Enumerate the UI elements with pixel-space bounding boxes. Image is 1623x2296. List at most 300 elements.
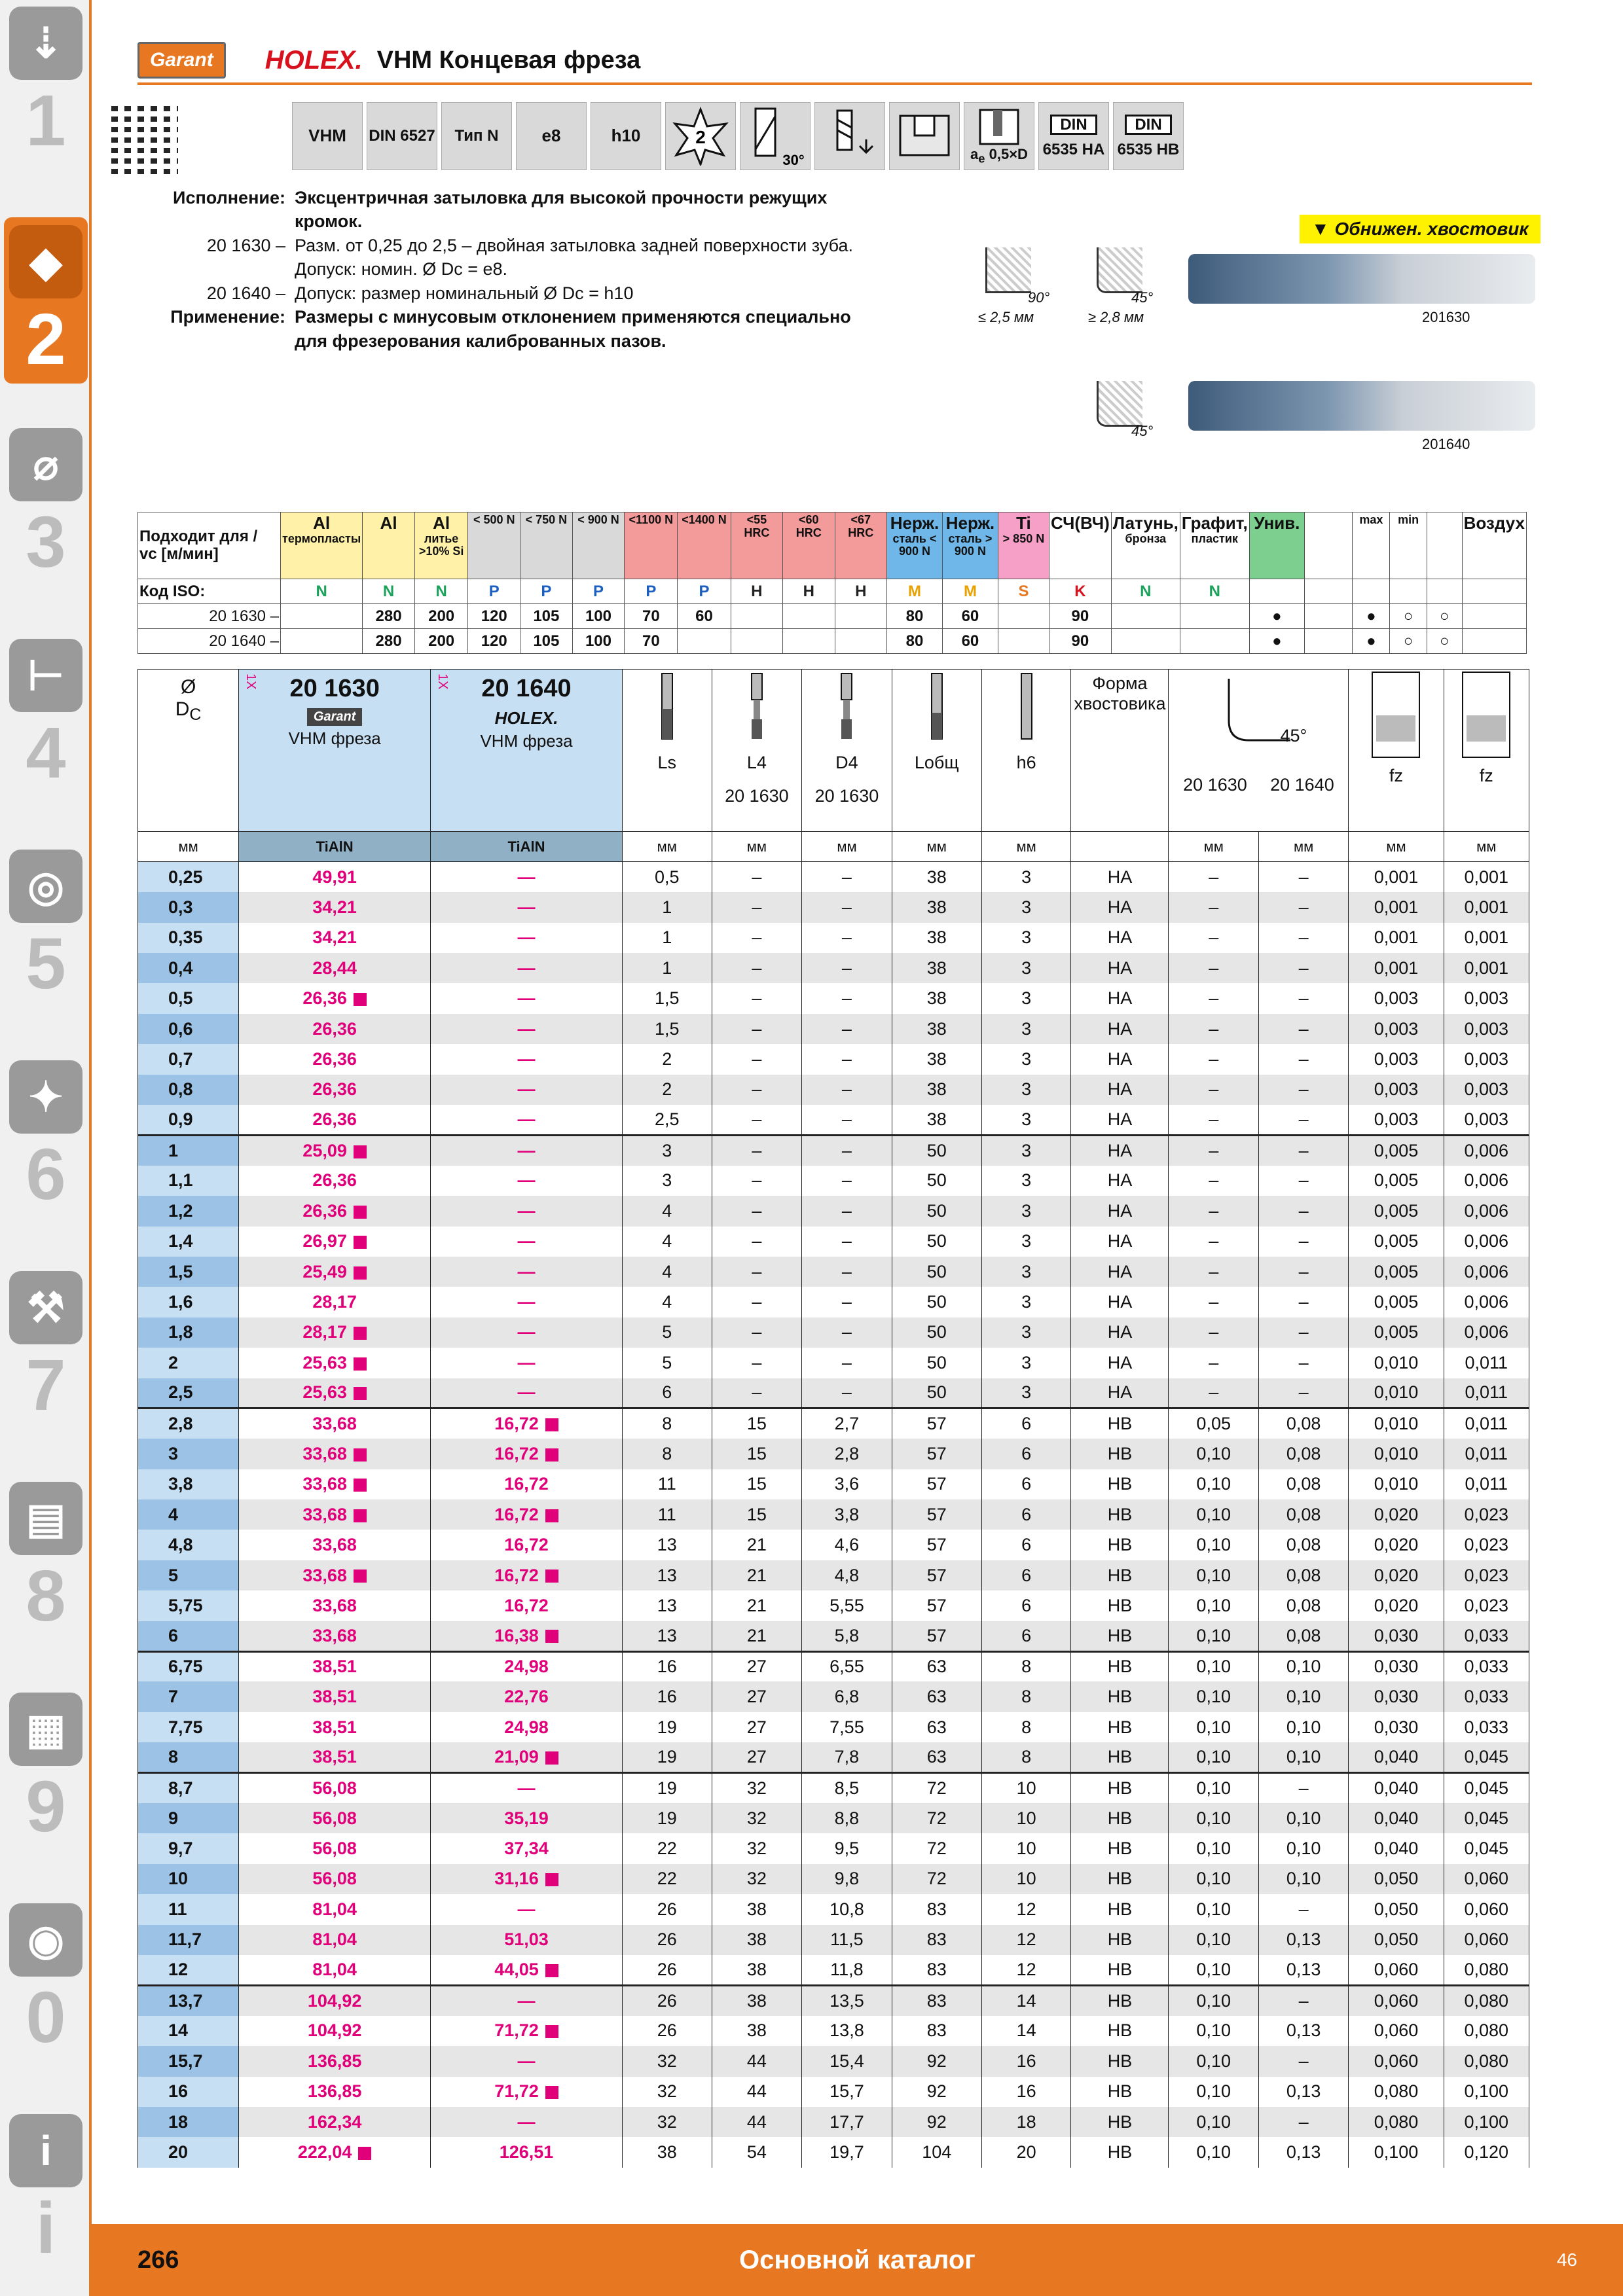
price-201640-cell[interactable]: — bbox=[431, 953, 623, 983]
stock-square-icon bbox=[545, 1448, 558, 1462]
price-201630-cell[interactable]: 56,08 bbox=[239, 1803, 431, 1833]
total-length-cell: 38 bbox=[892, 1105, 981, 1135]
iso-code bbox=[1427, 579, 1462, 604]
price-201630-cell[interactable]: 49,91 bbox=[239, 862, 431, 892]
price-201640-cell[interactable]: — bbox=[431, 983, 623, 1013]
price-201640-cell[interactable]: 16,72 bbox=[431, 1590, 623, 1621]
total-length-cell: 50 bbox=[892, 1196, 981, 1226]
cutting-speed-cell bbox=[731, 629, 782, 654]
price-201640-cell[interactable]: — bbox=[431, 1166, 623, 1196]
ls-cell: 8 bbox=[622, 1408, 712, 1439]
cutting-speed-cell: ○ bbox=[1390, 629, 1427, 654]
chapter-tab-8[interactable] bbox=[4, 1482, 88, 1636]
l4-cell: – bbox=[712, 1166, 802, 1196]
price-201640-cell[interactable]: 16,38 bbox=[431, 1621, 623, 1651]
price-201640-cell[interactable]: — bbox=[431, 1135, 623, 1165]
total-length-cell: 57 bbox=[892, 1408, 981, 1439]
table-row bbox=[138, 1318, 1529, 1348]
chamfer-201640-cell: 0,10 bbox=[1258, 1712, 1348, 1742]
price-201630-cell[interactable]: 56,08 bbox=[239, 1773, 431, 1803]
d4-cell: 9,8 bbox=[802, 1864, 892, 1894]
cutting-speed-cell: 105 bbox=[520, 629, 573, 654]
price-201630-cell[interactable]: 33,68 bbox=[239, 1530, 431, 1560]
shank-diameter-cell: 3 bbox=[981, 1257, 1071, 1287]
fz2-cell: 0,033 bbox=[1444, 1651, 1529, 1681]
fz2-cell: 0,045 bbox=[1444, 1773, 1529, 1803]
stock-square-icon bbox=[354, 1327, 367, 1340]
price-201640-cell[interactable]: 126,51 bbox=[431, 2137, 623, 2167]
price-201640-cell[interactable]: 71,72 bbox=[431, 2016, 623, 2046]
price-201640-cell[interactable]: — bbox=[431, 1378, 623, 1408]
shank-form-header: Форма хвостовика bbox=[1071, 670, 1169, 832]
fz2-cell: 0,033 bbox=[1444, 1621, 1529, 1651]
fz2-cell: 0,100 bbox=[1444, 2077, 1529, 2107]
price-201640-cell[interactable]: — bbox=[431, 1257, 623, 1287]
l4-cell: 38 bbox=[712, 1955, 802, 1985]
total-length-cell: 57 bbox=[892, 1560, 981, 1590]
fz2-cell: 0,045 bbox=[1444, 1803, 1529, 1833]
l4-cell: 32 bbox=[712, 1773, 802, 1803]
table-row bbox=[138, 1742, 1529, 1772]
price-201640-cell[interactable]: 37,34 bbox=[431, 1833, 623, 1863]
total-length-cell: 38 bbox=[892, 892, 981, 922]
shank-form-cell: HB bbox=[1071, 1773, 1169, 1803]
table-row bbox=[138, 1925, 1529, 1955]
shank-diameter-cell: 6 bbox=[981, 1560, 1071, 1590]
price-201640-cell[interactable]: — bbox=[431, 1773, 623, 1803]
fz-cell: 0,050 bbox=[1349, 1925, 1444, 1955]
iso-code: N bbox=[281, 579, 363, 604]
fz2-cell: 0,006 bbox=[1444, 1196, 1529, 1226]
price-201640-cell[interactable]: 16,72 bbox=[431, 1439, 623, 1469]
chamfer-201630-cell: – bbox=[1169, 1014, 1258, 1044]
price-201630-cell[interactable]: 26,36 bbox=[239, 1196, 431, 1226]
iso-code: H bbox=[731, 579, 782, 604]
shank-diameter-cell: 6 bbox=[981, 1439, 1071, 1469]
price-201630-cell[interactable]: 25,63 bbox=[239, 1378, 431, 1408]
price-201640-cell[interactable]: 51,03 bbox=[431, 1925, 623, 1955]
fz-cell: 0,040 bbox=[1349, 1803, 1444, 1833]
price-201630-cell[interactable]: 26,97 bbox=[239, 1227, 431, 1257]
chamfer-201640-cell: 0,13 bbox=[1258, 2137, 1348, 2167]
price-201630-cell[interactable]: 28,17 bbox=[239, 1318, 431, 1348]
price-201630-cell[interactable]: 34,21 bbox=[239, 923, 431, 953]
stock-square-icon bbox=[545, 1509, 558, 1522]
iso-code: N bbox=[1111, 579, 1180, 604]
price-201630-cell[interactable]: 38,51 bbox=[239, 1681, 431, 1712]
ls-cell: 13 bbox=[622, 1560, 712, 1590]
table-row bbox=[138, 1530, 1529, 1560]
application-text: Размеры с минусовым отклонением применяются специально для фрезерования калиброванных пазов. bbox=[295, 307, 851, 351]
price-201630-cell[interactable]: 28,17 bbox=[239, 1287, 431, 1317]
ls-cell: 13 bbox=[622, 1621, 712, 1651]
section-number: 46 bbox=[1556, 2250, 1577, 2270]
cutting-speed-cell bbox=[783, 604, 835, 629]
total-length-cell: 83 bbox=[892, 1955, 981, 1985]
fz2-cell: 0,033 bbox=[1444, 1712, 1529, 1742]
price-201640-cell[interactable]: — bbox=[431, 1318, 623, 1348]
price-201630-cell[interactable]: 28,44 bbox=[239, 953, 431, 983]
chamfer-201630-cell: 0,05 bbox=[1169, 1408, 1258, 1439]
shank-form-cell: HA bbox=[1071, 1014, 1169, 1044]
chapter-tab-0[interactable] bbox=[4, 1903, 88, 2058]
reduced-shank-flag: ▼ Обнижен. хвостовик bbox=[1300, 215, 1541, 243]
material-header: <60 HRC bbox=[783, 512, 835, 579]
l4-cell: – bbox=[712, 1135, 802, 1165]
chapter-tab-1[interactable] bbox=[4, 7, 88, 161]
fz2-cell: 0,045 bbox=[1444, 1833, 1529, 1863]
price-201640-cell[interactable]: — bbox=[431, 892, 623, 922]
diameter-cell: 10 bbox=[138, 1864, 239, 1894]
iso-code: P bbox=[572, 579, 625, 604]
shank-form-cell: HB bbox=[1071, 1408, 1169, 1439]
table-row bbox=[138, 2137, 1529, 2167]
chapter-tab-4[interactable] bbox=[4, 639, 88, 793]
slot-milling-icon bbox=[889, 102, 960, 170]
chapter-tab-2[interactable] bbox=[4, 217, 88, 384]
price-201630-cell[interactable]: 34,21 bbox=[239, 892, 431, 922]
shank-form-cell: HA bbox=[1071, 983, 1169, 1013]
shank-form-cell: HA bbox=[1071, 1075, 1169, 1105]
fz2-cell: 0,006 bbox=[1444, 1287, 1529, 1317]
price-201630-cell[interactable]: 136,85 bbox=[239, 2046, 431, 2076]
chapter-number: 2 bbox=[26, 299, 66, 380]
material-header: Графит, пластик bbox=[1180, 512, 1249, 579]
shank-form-cell: HB bbox=[1071, 1590, 1169, 1621]
price-201640-cell[interactable]: — bbox=[431, 1227, 623, 1257]
total-length-cell: 38 bbox=[892, 862, 981, 892]
neck-diameter-icon bbox=[833, 670, 860, 748]
materials-table bbox=[137, 512, 1527, 654]
shank-diameter-cell: 6 bbox=[981, 1469, 1071, 1499]
price-201640-cell[interactable]: — bbox=[431, 923, 623, 953]
qr-code-icon[interactable] bbox=[105, 101, 178, 174]
chapter-tab-i[interactable] bbox=[4, 2114, 88, 2269]
fz2-cell: 0,006 bbox=[1444, 1135, 1529, 1165]
price-201640-cell[interactable]: 35,19 bbox=[431, 1803, 623, 1833]
l4-cell: 15 bbox=[712, 1408, 802, 1439]
price-201640-cell[interactable]: 31,16 bbox=[431, 1864, 623, 1894]
chapter-number: 1 bbox=[26, 81, 66, 161]
chapter-tab-6[interactable] bbox=[4, 1060, 88, 1215]
total-length-header: Lобщ bbox=[892, 670, 981, 832]
table-row bbox=[138, 1499, 1529, 1530]
stock-square-icon bbox=[354, 1479, 367, 1492]
price-201630-cell[interactable]: 38,51 bbox=[239, 1742, 431, 1772]
d4-cell: – bbox=[802, 1135, 892, 1165]
stock-square-icon bbox=[545, 1418, 558, 1431]
diameter-cell: 0,35 bbox=[138, 923, 239, 953]
d4-cell: – bbox=[802, 1166, 892, 1196]
pliers-icon: ⚒ bbox=[9, 1271, 82, 1344]
price-201630-cell[interactable]: 33,68 bbox=[239, 1621, 431, 1651]
fz2-cell: 0,001 bbox=[1444, 862, 1529, 892]
chamfer-201640-cell: 0,13 bbox=[1258, 2016, 1348, 2046]
d4-cell: 19,7 bbox=[802, 2137, 892, 2167]
wrench-icon: ✦ bbox=[9, 1060, 82, 1134]
price-201640-cell[interactable]: 44,05 bbox=[431, 1955, 623, 1985]
price-201640-cell[interactable]: 24,98 bbox=[431, 1651, 623, 1681]
cutting-speed-cell: ○ bbox=[1427, 629, 1462, 654]
fz-cell: 0,030 bbox=[1349, 1621, 1444, 1651]
stock-square-icon bbox=[358, 2147, 371, 2160]
safety-goggles-icon: ◉ bbox=[9, 1903, 82, 1977]
catalog-title: Основной каталог bbox=[739, 2245, 976, 2274]
shank-form-cell: HB bbox=[1071, 2077, 1169, 2107]
diameter-cell: 7,75 bbox=[138, 1712, 239, 1742]
price-201630-cell[interactable]: 104,92 bbox=[239, 2016, 431, 2046]
shank-diameter-cell: 6 bbox=[981, 1408, 1071, 1439]
d4-cell: – bbox=[802, 983, 892, 1013]
price-201630-cell[interactable]: 81,04 bbox=[239, 1925, 431, 1955]
fz2-cell: 0,003 bbox=[1444, 1105, 1529, 1135]
ls-cell: 2,5 bbox=[622, 1105, 712, 1135]
fz2-cell: 0,023 bbox=[1444, 1590, 1529, 1621]
d4-cell: 8,8 bbox=[802, 1803, 892, 1833]
total-length-cell: 92 bbox=[892, 2046, 981, 2076]
cutting-speed-cell bbox=[281, 629, 363, 654]
shank-diameter-cell: 8 bbox=[981, 1712, 1071, 1742]
shank-form-cell: HA bbox=[1071, 892, 1169, 922]
chamfer-201640-cell: – bbox=[1258, 923, 1348, 953]
price-201630-cell[interactable]: 26,36 bbox=[239, 983, 431, 1013]
table-row bbox=[138, 2077, 1529, 2107]
badge-depth-ae: $a_e$ 0,5×D bbox=[964, 102, 1034, 170]
material-header: <55 HRC bbox=[731, 512, 782, 579]
shank-diameter-cell: 12 bbox=[981, 1955, 1071, 1985]
total-length-cell: 38 bbox=[892, 1044, 981, 1074]
cutting-speed-cell bbox=[1462, 604, 1526, 629]
cutting-speed-cell: 60 bbox=[678, 604, 731, 629]
diameter-cell: 0,25 bbox=[138, 862, 239, 892]
fz-cell: 0,080 bbox=[1349, 2107, 1444, 2137]
shank-form-cell: HB bbox=[1071, 1560, 1169, 1590]
l4-cell: – bbox=[712, 923, 802, 953]
shank-tolerance-header: h6 bbox=[981, 670, 1071, 832]
price-201630-cell[interactable]: 56,08 bbox=[239, 1833, 431, 1863]
shank-icon bbox=[1013, 670, 1040, 748]
price-201630-cell[interactable]: 81,04 bbox=[239, 1894, 431, 1924]
chamfer-201640-cell: – bbox=[1258, 1135, 1348, 1165]
price-201630-cell[interactable]: 26,36 bbox=[239, 1075, 431, 1105]
stock-square-icon bbox=[545, 1751, 558, 1765]
price-201630-cell[interactable]: 81,04 bbox=[239, 1955, 431, 1985]
table-row bbox=[138, 862, 1529, 892]
fz-cell: 0,030 bbox=[1349, 1681, 1444, 1712]
chamfer-201640-cell: 0,08 bbox=[1258, 1439, 1348, 1469]
price-201640-cell[interactable]: — bbox=[431, 862, 623, 892]
diameter-cell: 2,5 bbox=[138, 1378, 239, 1408]
price-201630-cell[interactable]: 25,49 bbox=[239, 1257, 431, 1287]
table-row bbox=[138, 1227, 1529, 1257]
price-201630-cell[interactable]: 104,92 bbox=[239, 1985, 431, 2015]
shank-diameter-cell: 3 bbox=[981, 1318, 1071, 1348]
helix-angle-icon bbox=[740, 102, 811, 170]
chamfer-201630-cell: 0,10 bbox=[1169, 1773, 1258, 1803]
price-201630-cell[interactable]: 25,09 bbox=[239, 1135, 431, 1165]
chamfer-201640-cell: 0,10 bbox=[1258, 1651, 1348, 1681]
ls-cell: 32 bbox=[622, 2107, 712, 2137]
price-201630-cell[interactable]: 222,04 bbox=[239, 2137, 431, 2167]
chamfer-201630-cell: 0,10 bbox=[1169, 1742, 1258, 1772]
fz-cell: 0,040 bbox=[1349, 1773, 1444, 1803]
ls-cell: 13 bbox=[622, 1590, 712, 1621]
price-201630-cell[interactable]: 33,68 bbox=[239, 1408, 431, 1439]
price-201640-cell[interactable]: — bbox=[431, 2107, 623, 2137]
price-201630-cell[interactable]: 26,36 bbox=[239, 1014, 431, 1044]
price-201640-cell[interactable]: — bbox=[431, 1075, 623, 1105]
shank-diameter-cell: 3 bbox=[981, 1378, 1071, 1408]
price-201630-cell[interactable]: 26,36 bbox=[239, 1166, 431, 1196]
price-201640-cell[interactable]: 16,72 bbox=[431, 1469, 623, 1499]
chamfer-201630-cell: – bbox=[1169, 892, 1258, 922]
l4-cell: 15 bbox=[712, 1499, 802, 1530]
shank-form-cell: HA bbox=[1071, 862, 1169, 892]
end-mill-201630-image bbox=[1188, 254, 1535, 304]
diameter-cell: 11 bbox=[138, 1894, 239, 1924]
price-201630-cell[interactable]: 33,68 bbox=[239, 1439, 431, 1469]
price-201630-cell[interactable]: 25,63 bbox=[239, 1348, 431, 1378]
ls-cell: 2 bbox=[622, 1075, 712, 1105]
table-row bbox=[138, 1621, 1529, 1651]
badge-h10: h10 bbox=[591, 102, 661, 170]
badge-din-6527: DIN 6527 bbox=[367, 102, 437, 170]
ls-cell: 26 bbox=[622, 1955, 712, 1985]
cutting-speed-cell: 200 bbox=[414, 629, 468, 654]
price-201630-cell[interactable]: 33,68 bbox=[239, 1469, 431, 1499]
diameter-cell: 3,8 bbox=[138, 1469, 239, 1499]
total-length-cell: 38 bbox=[892, 983, 981, 1013]
price-201630-cell[interactable]: 136,85 bbox=[239, 2077, 431, 2107]
price-201640-cell[interactable]: 16,72 bbox=[431, 1499, 623, 1530]
d4-cell: – bbox=[802, 1348, 892, 1378]
diameter-cell: 18 bbox=[138, 2107, 239, 2137]
cutting-speed-cell: 100 bbox=[572, 604, 625, 629]
price-201630-cell[interactable]: 56,08 bbox=[239, 1864, 431, 1894]
total-length-cell: 83 bbox=[892, 2016, 981, 2046]
price-201630-cell[interactable]: 38,51 bbox=[239, 1712, 431, 1742]
cutting-speed-cell bbox=[1305, 629, 1353, 654]
chapter-tab-5[interactable] bbox=[4, 850, 88, 1004]
chamfer-201630-cell: 0,10 bbox=[1169, 1985, 1258, 2015]
chamfer-201640-cell: 0,13 bbox=[1258, 2077, 1348, 2107]
total-length-cell: 83 bbox=[892, 1925, 981, 1955]
shank-diameter-cell: 3 bbox=[981, 1044, 1071, 1074]
fz-steel2-header: fz bbox=[1444, 670, 1529, 832]
chamfer-201640-cell: – bbox=[1258, 1894, 1348, 1924]
shank-diameter-cell: 18 bbox=[981, 2107, 1071, 2137]
fz2-cell: 0,001 bbox=[1444, 923, 1529, 953]
price-201640-cell[interactable]: 71,72 bbox=[431, 2077, 623, 2107]
price-201630-cell[interactable]: 26,36 bbox=[239, 1105, 431, 1135]
badge-e8: e8 bbox=[516, 102, 587, 170]
price-201640-cell[interactable]: — bbox=[431, 1348, 623, 1378]
price-201630-cell[interactable]: 162,34 bbox=[239, 2107, 431, 2137]
diameter-cell: 0,3 bbox=[138, 892, 239, 922]
chamfer-201640-cell: – bbox=[1258, 1257, 1348, 1287]
price-201630-cell[interactable]: 33,68 bbox=[239, 1590, 431, 1621]
price-201640-cell[interactable]: — bbox=[431, 1894, 623, 1924]
table-row bbox=[138, 1894, 1529, 1924]
cutting-speed-cell: 200 bbox=[414, 604, 468, 629]
price-201640-cell[interactable]: — bbox=[431, 1014, 623, 1044]
holex-logo: HOLEX. bbox=[264, 45, 363, 75]
price-201640-cell[interactable]: — bbox=[431, 1105, 623, 1135]
table-row bbox=[138, 1378, 1529, 1408]
total-length-cell: 92 bbox=[892, 2107, 981, 2137]
fz-cell: 0,005 bbox=[1349, 1318, 1444, 1348]
l4-header: L4 20 1630 bbox=[712, 670, 802, 832]
price-201640-cell[interactable]: — bbox=[431, 1287, 623, 1317]
fz-cell: 0,060 bbox=[1349, 2016, 1444, 2046]
table-row bbox=[138, 1469, 1529, 1499]
diameter-cell: 2,8 bbox=[138, 1408, 239, 1439]
price-201640-cell[interactable]: — bbox=[431, 1044, 623, 1074]
chapter-tab-3[interactable] bbox=[4, 428, 88, 583]
shank-form-cell: HA bbox=[1071, 1348, 1169, 1378]
price-201640-cell[interactable]: 21,09 bbox=[431, 1742, 623, 1772]
fz-cell: 0,050 bbox=[1349, 1864, 1444, 1894]
d4-cell: 17,7 bbox=[802, 2107, 892, 2137]
fz2-cell: 0,060 bbox=[1444, 1925, 1529, 1955]
l4-cell: 32 bbox=[712, 1864, 802, 1894]
material-header: < 900 N bbox=[572, 512, 625, 579]
chapter-tab-9[interactable] bbox=[4, 1693, 88, 1847]
chamfer-201640-cell: 0,13 bbox=[1258, 1925, 1348, 1955]
price-201640-cell[interactable]: — bbox=[431, 2046, 623, 2076]
shank-form-cell: HB bbox=[1071, 2016, 1169, 2046]
fz-cell: 0,003 bbox=[1349, 1105, 1444, 1135]
shank-form-cell: HA bbox=[1071, 953, 1169, 983]
price-201640-cell[interactable]: — bbox=[431, 1985, 623, 2015]
price-201630-cell[interactable]: 38,51 bbox=[239, 1651, 431, 1681]
chamfer-201640-cell: 0,08 bbox=[1258, 1560, 1348, 1590]
price-201640-cell[interactable]: — bbox=[431, 1196, 623, 1226]
variant-1640-label: 20 1640 – bbox=[206, 283, 285, 303]
ls-cell: 2 bbox=[622, 1044, 712, 1074]
chamfer-201640-cell: – bbox=[1258, 1348, 1348, 1378]
spec-badges bbox=[292, 102, 1184, 170]
price-201630-cell[interactable]: 33,68 bbox=[239, 1499, 431, 1530]
l4-cell: – bbox=[712, 892, 802, 922]
price-201640-cell[interactable]: 24,98 bbox=[431, 1712, 623, 1742]
iso-code bbox=[1390, 579, 1427, 604]
shank-diameter-cell: 3 bbox=[981, 1166, 1071, 1196]
price-201640-cell[interactable]: 22,76 bbox=[431, 1681, 623, 1712]
price-201640-cell[interactable]: 16,72 bbox=[431, 1408, 623, 1439]
price-201640-cell[interactable]: 16,72 bbox=[431, 1530, 623, 1560]
fz2-cell: 0,080 bbox=[1444, 2016, 1529, 2046]
price-201630-cell[interactable]: 33,68 bbox=[239, 1560, 431, 1590]
ls-cell: 1,5 bbox=[622, 1014, 712, 1044]
d4-cell: 5,55 bbox=[802, 1590, 892, 1621]
iso-code: S bbox=[998, 579, 1049, 604]
l4-cell: 27 bbox=[712, 1651, 802, 1681]
chapter-tab-7[interactable] bbox=[4, 1271, 88, 1426]
chamfer-201640-cell: 0,08 bbox=[1258, 1590, 1348, 1621]
price-201630-cell[interactable]: 26,36 bbox=[239, 1044, 431, 1074]
cutting-speed-cell: ● bbox=[1353, 629, 1390, 654]
price-201640-cell[interactable]: 16,72 bbox=[431, 1560, 623, 1590]
chamfer-201630-cell: – bbox=[1169, 1196, 1258, 1226]
chapter-number: 7 bbox=[26, 1345, 66, 1426]
drill-icon: ⇣ bbox=[9, 7, 82, 80]
fz-cell: 0,050 bbox=[1349, 1894, 1444, 1924]
l4-cell: 27 bbox=[712, 1742, 802, 1772]
table-row bbox=[138, 1560, 1529, 1590]
chamfer-201630-cell: – bbox=[1169, 1135, 1258, 1165]
shank-diameter-cell: 3 bbox=[981, 1287, 1071, 1317]
